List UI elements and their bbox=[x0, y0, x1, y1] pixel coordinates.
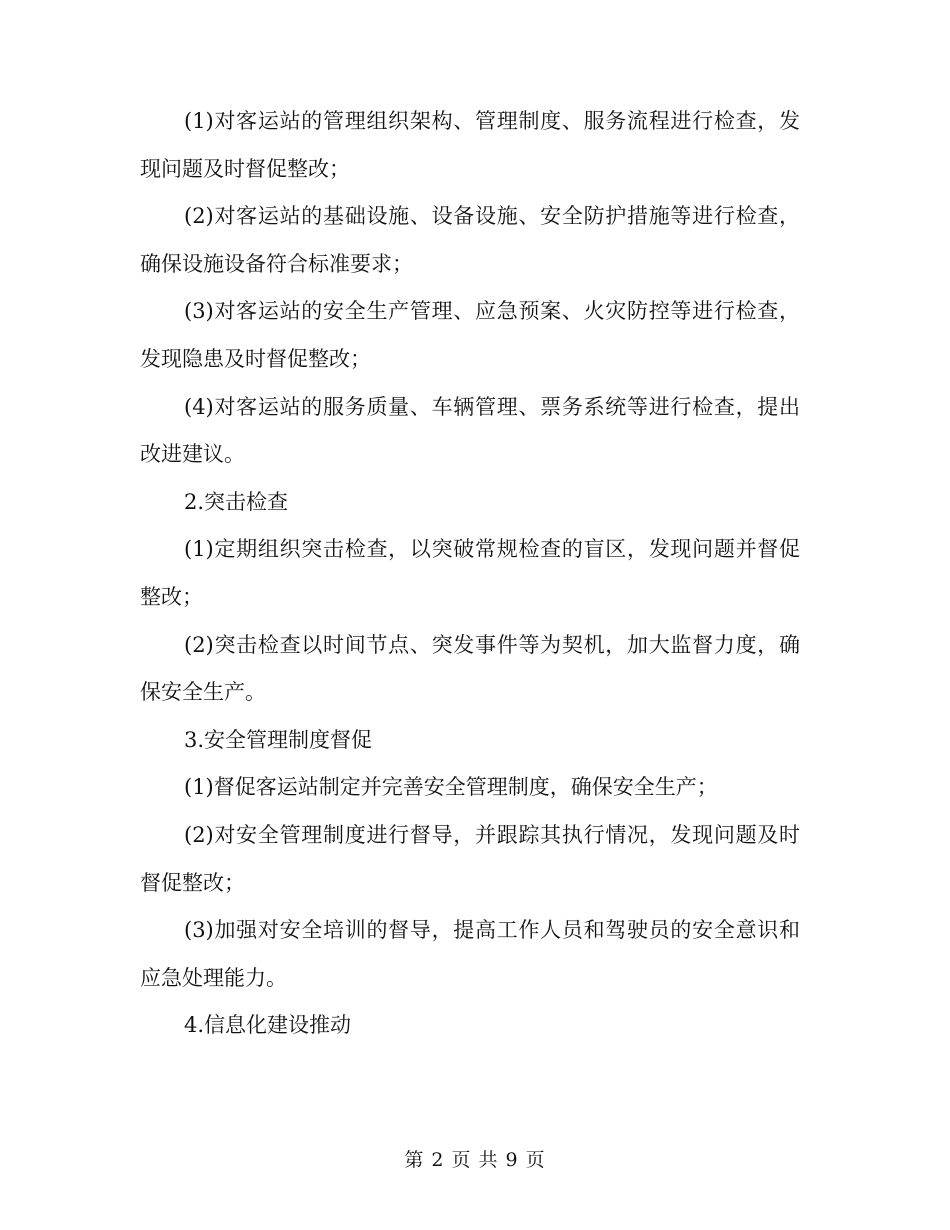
section-heading: 3.安全管理制度督促 bbox=[184, 727, 373, 752]
paragraph-line: (2)对安全管理制度进行督导，并跟踪其执行情况，发现问题及时 bbox=[184, 822, 800, 847]
paragraph-line: (2)对客运站的基础设施、设备设施、安全防护措施等进行检查， bbox=[184, 204, 800, 229]
section-heading: 4.信息化建设推动 bbox=[184, 1013, 352, 1038]
paragraph-line: (3)加强对安全培训的督导，提高工作人员和驾驶员的安全意识和 bbox=[184, 918, 800, 943]
paragraph-line: (1)对客运站的管理组织架构、管理制度、服务流程进行检查，发 bbox=[184, 109, 800, 133]
page-number-footer: 第 2 页 共 9 页 bbox=[404, 1149, 546, 1171]
section-heading: 2.突击检查 bbox=[184, 489, 289, 514]
paragraph-line: 应急处理能力。 bbox=[140, 965, 287, 990]
paragraph-line: (3)对客运站的安全生产管理、应急预案、火灾防控等进行检查， bbox=[184, 299, 800, 324]
paragraph-line: 现问题及时督促整改； bbox=[140, 156, 350, 181]
paragraph-line: (2)突击检查以时间节点、突发事件等为契机，加大监督力度，确 bbox=[184, 632, 800, 657]
document-body bbox=[140, 98, 800, 1050]
paragraph-line: 督促整改； bbox=[140, 870, 245, 895]
paragraph-line: 整改； bbox=[140, 584, 203, 609]
paragraph-line: (1)定期组织突击检查，以突破常规检查的盲区，发现问题并督促 bbox=[184, 537, 800, 562]
paragraph-line: (1)督促客运站制定并完善安全管理制度，确保安全生产； bbox=[184, 775, 718, 800]
paragraph-line: 保安全生产。 bbox=[140, 680, 266, 705]
paragraph-line: 改进建议。 bbox=[140, 442, 245, 467]
paragraph-line: 发现隐患及时督促整改； bbox=[140, 346, 371, 371]
paragraph-line: (4)对客运站的服务质量、车辆管理、票务系统等进行检查，提出 bbox=[184, 394, 800, 419]
paragraph-line: 确保设施设备符合标准要求； bbox=[140, 251, 413, 276]
